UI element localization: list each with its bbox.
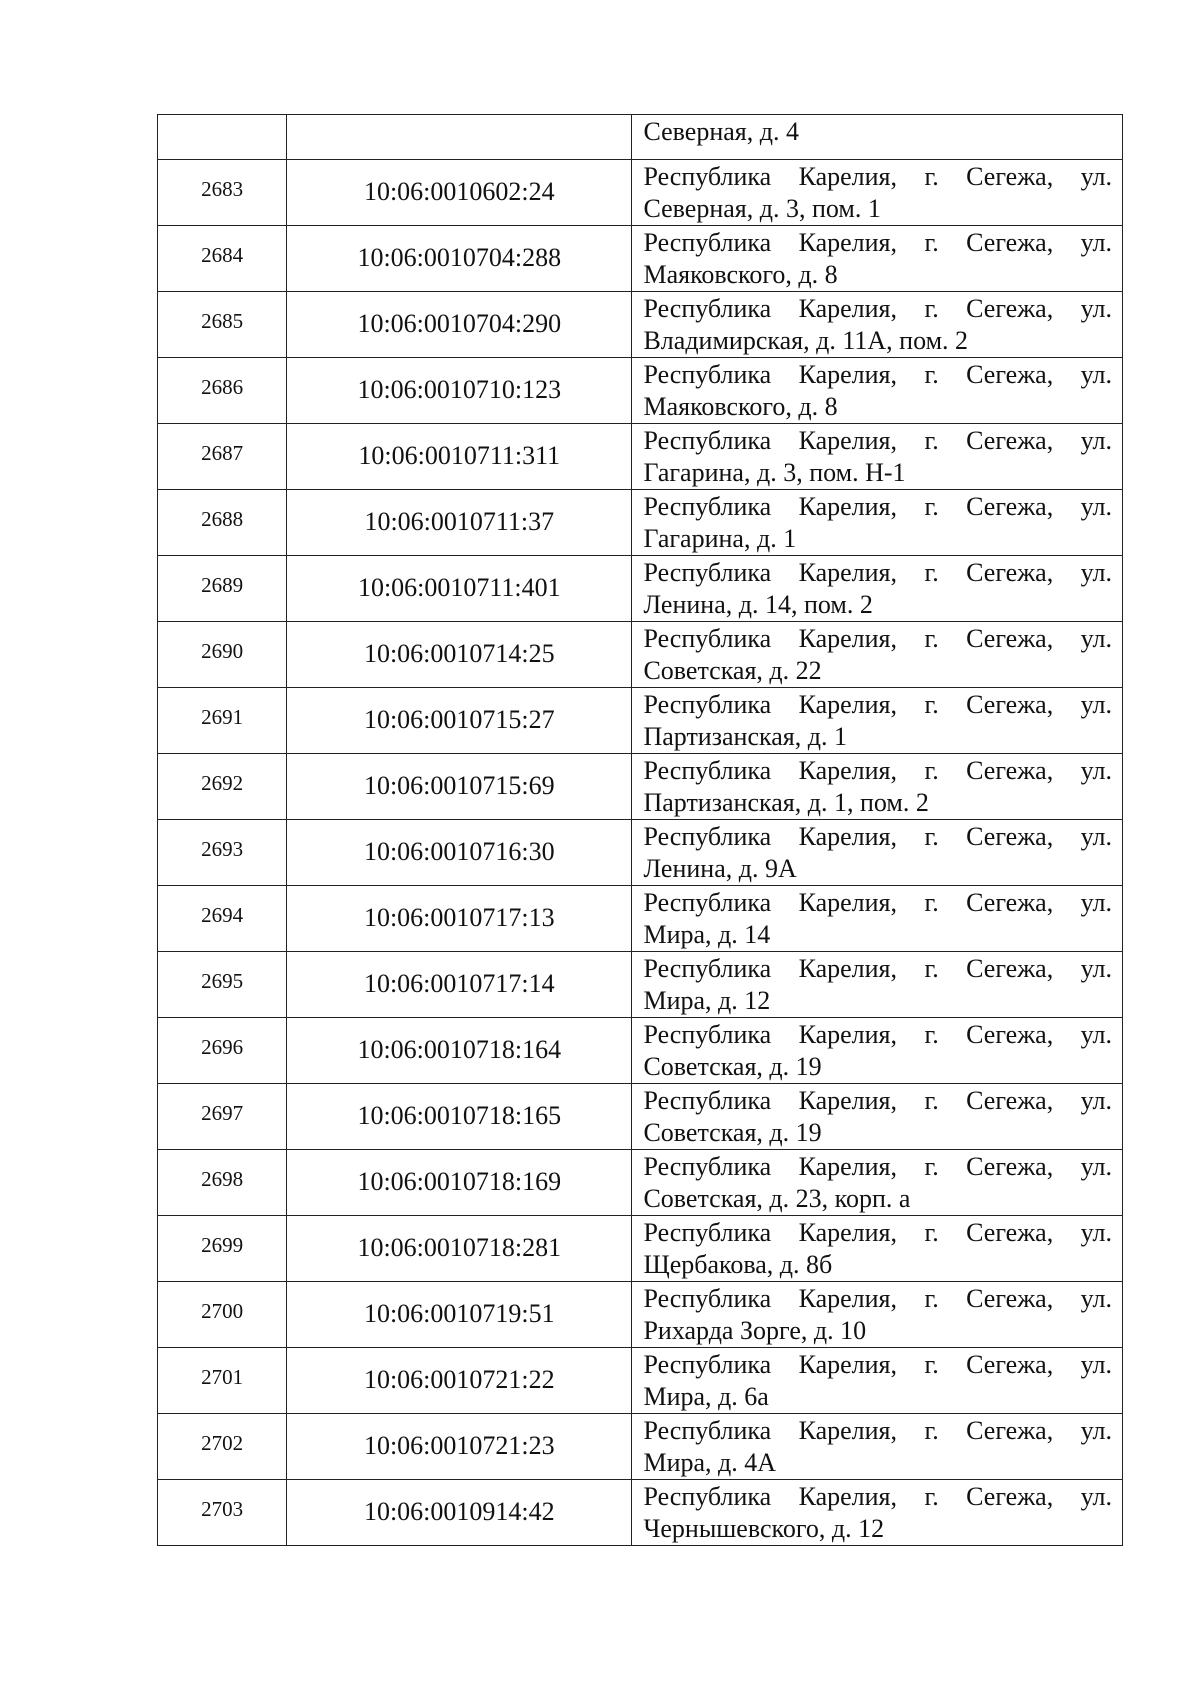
table-row-continuation (158, 115, 1123, 160)
table-row (158, 1216, 1123, 1282)
table-row (158, 292, 1123, 358)
table-row (158, 490, 1123, 556)
cadastral-number-cell: 10:06:0010711:401 (287, 556, 632, 622)
cadastral-number-cell: 10:06:0010716:30 (287, 820, 632, 886)
table-row (158, 1018, 1123, 1084)
row-number-cell: 2700 (158, 1282, 287, 1348)
row-number-cell: 2688 (158, 490, 287, 556)
row-number-cell: 2692 (158, 754, 287, 820)
address-cell (632, 688, 1123, 754)
table-row (158, 358, 1123, 424)
table-row (158, 688, 1123, 754)
address-line-street: Гагарина, д. 3, пом. Н-1 (643, 458, 906, 487)
address-cell (632, 820, 1123, 886)
cadastral-number-cell: 10:06:0010721:22 (287, 1348, 632, 1414)
row-number-cell: 2701 (158, 1348, 287, 1414)
table-row (158, 622, 1123, 688)
cadastral-number-cell: 10:06:0010718:164 (287, 1018, 632, 1084)
address-cell (632, 1348, 1123, 1414)
cadastral-number-cell: 10:06:0010704:288 (287, 226, 632, 292)
address-line-street: Советская, д. 22 (643, 656, 822, 685)
address-line-region: Республика Карелия, г. Сегежа, ул. (643, 1218, 1112, 1247)
address-line-street: Маяковского, д. 8 (643, 392, 838, 421)
cadastral-number-cell: 10:06:0010717:13 (287, 886, 632, 952)
address-cell (632, 1414, 1123, 1480)
address-line-street: Советская, д. 19 (643, 1052, 822, 1081)
address-line-region: Республика Карелия, г. Сегежа, ул. (643, 888, 1112, 917)
row-number-cell: 2702 (158, 1414, 287, 1480)
address-cell (632, 556, 1123, 622)
property-registry-table (157, 114, 1123, 1546)
cadastral-number-cell: 10:06:0010719:51 (287, 1282, 632, 1348)
row-number-cell: 2685 (158, 292, 287, 358)
cadastral-number-cell: 10:06:0010715:69 (287, 754, 632, 820)
address-cell (632, 490, 1123, 556)
address-cell (632, 115, 1123, 160)
row-number-cell: 2693 (158, 820, 287, 886)
address-line-street: Ленина, д. 9А (643, 854, 797, 883)
cadastral-number-cell: 10:06:0010710:123 (287, 358, 632, 424)
address-line-region: Республика Карелия, г. Сегежа, ул. (643, 558, 1112, 587)
address-line-street: Мира, д. 6а (643, 1382, 769, 1411)
row-number-cell: 2684 (158, 226, 287, 292)
address-cell (632, 160, 1123, 226)
cadastral-number-cell: 10:06:0010711:311 (287, 424, 632, 490)
row-number-cell: 2698 (158, 1150, 287, 1216)
address-line-region: Республика Карелия, г. Сегежа, ул. (643, 426, 1112, 455)
row-number-cell: 2695 (158, 952, 287, 1018)
address-line-region: Республика Карелия, г. Сегежа, ул. (643, 954, 1112, 983)
address-line-street: Мира, д. 14 (643, 920, 771, 949)
address-line-street: Мира, д. 4А (643, 1448, 777, 1477)
table-row (158, 424, 1123, 490)
row-number-cell: 2687 (158, 424, 287, 490)
address-cell (632, 622, 1123, 688)
row-number-cell: 2686 (158, 358, 287, 424)
address-line-street: Советская, д. 23, корп. а (643, 1184, 911, 1213)
address-line-street: Маяковского, д. 8 (643, 260, 838, 289)
address-line-street: Гагарина, д. 1 (643, 524, 797, 553)
cadastral-number-cell (287, 115, 632, 160)
cadastral-number-cell: 10:06:0010704:290 (287, 292, 632, 358)
row-number-cell: 2690 (158, 622, 287, 688)
address-cell (632, 1084, 1123, 1150)
address-line-region: Республика Карелия, г. Сегежа, ул. (643, 294, 1112, 323)
address-line-region: Республика Карелия, г. Сегежа, ул. (643, 162, 1112, 191)
address-cell (632, 358, 1123, 424)
table-row (158, 1084, 1123, 1150)
address-line-region: Республика Карелия, г. Сегежа, ул. (643, 492, 1112, 521)
address-line-region: Республика Карелия, г. Сегежа, ул. (643, 690, 1112, 719)
address-text: Северная, д. 4 (643, 117, 799, 146)
cadastral-number-cell: 10:06:0010914:42 (287, 1480, 632, 1546)
address-line-street: Северная, д. 3, пом. 1 (643, 194, 881, 223)
address-line-region: Республика Карелия, г. Сегежа, ул. (643, 1416, 1112, 1445)
address-cell (632, 226, 1123, 292)
address-cell (632, 1216, 1123, 1282)
row-number-cell: 2699 (158, 1216, 287, 1282)
address-line-street: Партизанская, д. 1, пом. 2 (643, 788, 929, 817)
row-number-cell: 2696 (158, 1018, 287, 1084)
address-line-region: Республика Карелия, г. Сегежа, ул. (643, 822, 1112, 851)
address-line-region: Республика Карелия, г. Сегежа, ул. (643, 1284, 1112, 1313)
address-line-region: Республика Карелия, г. Сегежа, ул. (643, 624, 1112, 653)
cadastral-number-cell: 10:06:0010711:37 (287, 490, 632, 556)
address-cell (632, 754, 1123, 820)
cadastral-number-cell: 10:06:0010718:165 (287, 1084, 632, 1150)
registry-table-body (158, 115, 1123, 1546)
table-row (158, 1414, 1123, 1480)
table-row (158, 160, 1123, 226)
cadastral-number-cell: 10:06:0010715:27 (287, 688, 632, 754)
table-row (158, 1282, 1123, 1348)
address-line-region: Республика Карелия, г. Сегежа, ул. (643, 1482, 1112, 1511)
table-row (158, 754, 1123, 820)
table-row (158, 1348, 1123, 1414)
cadastral-number-cell: 10:06:0010602:24 (287, 160, 632, 226)
address-line-street: Ленина, д. 14, пом. 2 (643, 590, 873, 619)
address-line-street: Партизанская, д. 1 (643, 722, 847, 751)
row-number-cell: 2694 (158, 886, 287, 952)
address-line-region: Республика Карелия, г. Сегежа, ул. (643, 1020, 1112, 1049)
address-line-region: Республика Карелия, г. Сегежа, ул. (643, 360, 1112, 389)
address-cell (632, 292, 1123, 358)
table-row (158, 1150, 1123, 1216)
address-line-street: Щербакова, д. 8б (643, 1250, 833, 1279)
address-cell (632, 1150, 1123, 1216)
row-number-cell: 2683 (158, 160, 287, 226)
table-row (158, 226, 1123, 292)
address-line-region: Республика Карелия, г. Сегежа, ул. (643, 1350, 1112, 1379)
row-number-cell: 2689 (158, 556, 287, 622)
row-number-cell: 2703 (158, 1480, 287, 1546)
table-row (158, 952, 1123, 1018)
address-line-street: Рихарда Зорге, д. 10 (643, 1316, 867, 1345)
address-cell (632, 1480, 1123, 1546)
cadastral-number-cell: 10:06:0010714:25 (287, 622, 632, 688)
table-row (158, 886, 1123, 952)
address-cell (632, 952, 1123, 1018)
table-row (158, 1480, 1123, 1546)
row-number-cell: 2691 (158, 688, 287, 754)
address-line-region: Республика Карелия, г. Сегежа, ул. (643, 756, 1112, 785)
address-cell (632, 1282, 1123, 1348)
address-line-region: Республика Карелия, г. Сегежа, ул. (643, 228, 1112, 257)
address-line-street: Владимирская, д. 11А, пом. 2 (643, 326, 969, 355)
address-line-street: Советская, д. 19 (643, 1118, 822, 1147)
row-number-cell: 2697 (158, 1084, 287, 1150)
cadastral-number-cell: 10:06:0010718:281 (287, 1216, 632, 1282)
address-line-street: Мира, д. 12 (643, 986, 771, 1015)
cadastral-number-cell: 10:06:0010721:23 (287, 1414, 632, 1480)
address-line-street: Чернышевского, д. 12 (643, 1514, 885, 1543)
address-cell (632, 886, 1123, 952)
address-cell (632, 424, 1123, 490)
address-line-region: Республика Карелия, г. Сегежа, ул. (643, 1086, 1112, 1115)
table-row (158, 556, 1123, 622)
address-cell (632, 1018, 1123, 1084)
table-row (158, 820, 1123, 886)
cadastral-number-cell: 10:06:0010718:169 (287, 1150, 632, 1216)
address-line-region: Республика Карелия, г. Сегежа, ул. (643, 1152, 1112, 1181)
row-number-cell (158, 115, 287, 160)
cadastral-number-cell: 10:06:0010717:14 (287, 952, 632, 1018)
